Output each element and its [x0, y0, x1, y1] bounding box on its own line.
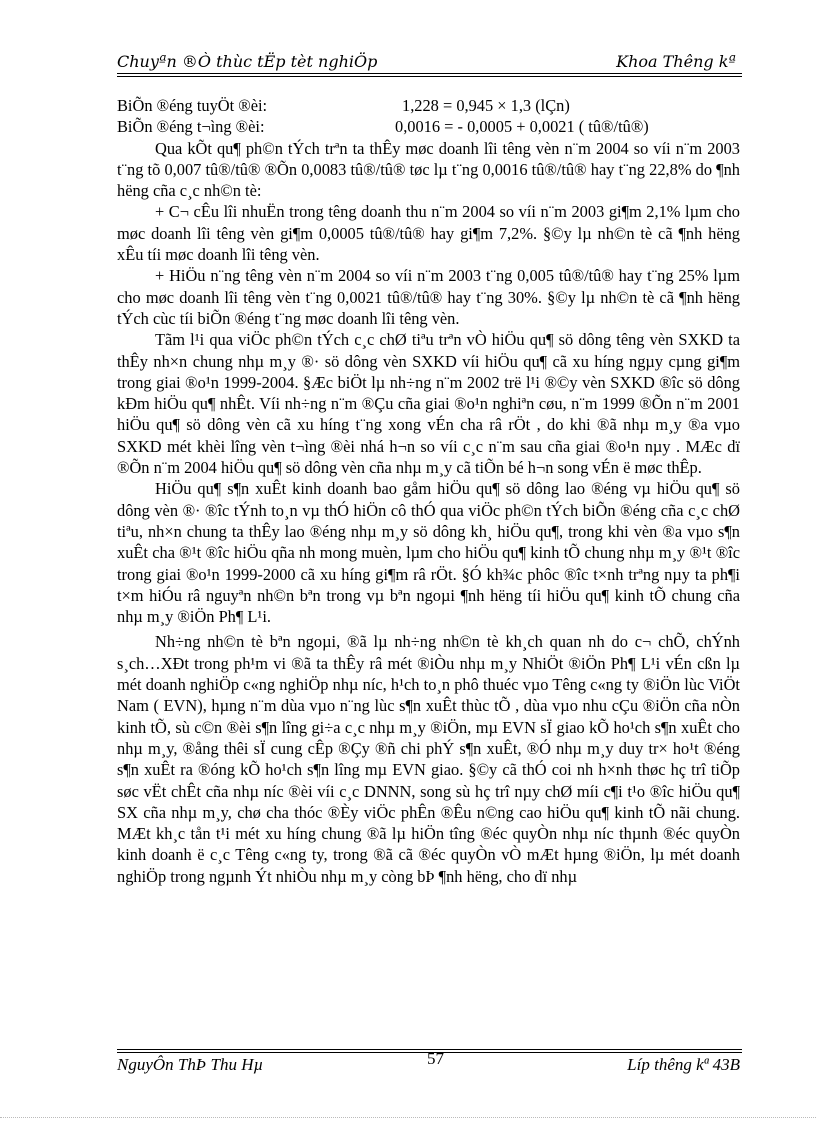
header-department: Khoa Thêng kª: [616, 52, 736, 71]
page-number: 57: [427, 1049, 444, 1068]
formula-relative: [117, 116, 740, 137]
formula-expression: 0,0016 = - 0,0005 + 0,0021 ( tû®/tû®): [395, 117, 649, 137]
formula-expression: 1,228 = 0,945 × 1,3 (lÇn): [402, 96, 570, 115]
footer-class: Líp thêng kª 43B: [627, 1055, 740, 1074]
paragraph: Nh÷ng nh©n tè bªn ngoµi, ®ã lµ nh÷ng nh©n tè kh¸ch quan nh do c¬ chÕ, chÝnh s¸ch…XÐt trong ph¹m vi ®ã ta thÊy râ mét ®iÒu nhµ m¸y NhiÖt ®iÖn Ph¶ L¹i vÉn cßn lµ mét doanh nghiÖp c«ng nghiÖp nhµ níc, h¹ch to¸n phô thuéc vµo Têng c«ng ty ®iÖn lùc ViÖt Nam ( EVN), hµng n¨m dùa vµo n¨ng lùc s¶n xuÊt thùc tÕ , dùa vµo nhu cÇu ®iÖn cña nÒn kinh tÕ, sù c©n ®èi s¶n lîng gi÷a c¸c nhµ m¸y ®iÖn, mµ EVN sÏ giao kÕ ho¹ch s¶n xuÊt cho nhµ m¸y, ®ång thêi sÏ cung cÊp ®Çy ®ñ chi phÝ s¶n xuÊt, ®Ó nhµ m¸y duy tr× ho¹t ®éng s¶n xuÊt ra ®óng kÕ ho¹ch s¶n lîng mµ EVN giao. §©y cã thÓ coi nh h×nh thøc hç trî tiÕp søc vËt chÊt cña nhµ níc ®èi víi c¸c DNNN, song sù hç trî nµy chØ míi c¶i t¹o ®îc hiÖu qu¶ SX cña nhµ m¸y, chø cha thóc ®Èy viÖc phÊn ®Êu n©ng cao hiÖu qu¶ kinh tÕ nãi chung. MÆt kh¸c tån t¹i mét xu híng chung ®ã lµ hiÖn tîng ®éc quyÒn nhµ níc thµnh ®éc quyÒn kinh doanh ë c¸c Têng c«ng ty, trong ®ã cã ®éc quyÒn vÒ mÆt hµng ®iÖn, lµ mét doanh nghiÖp trong ngµnh Ýt nhiÒu nhµ m¸y còng bÞ ¶nh hëng, cho dï nhµ: [117, 632, 740, 886]
formula-label: BiÕn ®éng tuyÖt ®èi:: [117, 96, 268, 115]
document-body: [117, 95, 740, 887]
page-footer: [117, 1049, 742, 1079]
header-rule-second: [117, 76, 742, 77]
formula-absolute: [117, 95, 740, 116]
footer-author: NguyÔn ThÞ Thu Hµ: [117, 1055, 264, 1074]
paragraph: Qua kÕt qu¶ ph©n tÝch trªn ta thÊy møc doanh lîi têng vèn n¨m 2004 so víi n¨m 2003 t¨ng tõ 0,007 tû®/tû® ®Õn 0,0083 tû®/tû® tøc lµ t¨ng 0,0016 tû®/tû® hay t¨ng 22,8% do ¶nh hëng cña c¸c nh©n tè:: [117, 138, 740, 201]
formula-label: BiÕn ®éng t¬ìng ®èi:: [117, 117, 265, 137]
paragraph: Tãm l¹i qua viÖc ph©n tÝch c¸c chØ tiªu trªn vÒ hiÖu qu¶ sö dông têng vèn SXKD ta thÊy nh×n chung nhµ m¸y ®· sö dông vèn SXKD víi hiÖu qu¶ cã xu híng ngµy cµng gi¶m trong giai ®o¹n 1999-2004. §Æc biÖt lµ nh÷ng n¨m 2002 trë l¹i ®©y vèn SXKD ®îc sö dông kÐm hiÖu qu¶ nhÊt. Víi nh÷ng n¨m ®Çu cña giai ®o¹n nghiªn cøu, n¨m 1999 ®Õn n¨m 2001 hiÖu qu¶ sö dông vèn cã xu híng t¨ng xong vÉn cha râ rÖt , do khi ®ã nhµ m¸y ®a vµo SXKD mét khèi lîng vèn t¬ìng ®èi nhá h¬n so víi c¸c n¨m sau cña giai ®o¹n nµy . MÆc dï ®Õn n¨m 2004 hiÖu qu¶ sö dông vèn cña nhµ m¸y cã tiÕn bé h¬n song vÉn ë møc thÊp.: [117, 330, 740, 478]
paragraph: + HiÖu n¨ng têng vèn n¨m 2004 so víi n¨m 2003 t¨ng 0,005 tû®/tû® hay t¨ng 25% lµm cho møc doanh lîi têng vèn t¨ng 0,0021 tû®/tû® hay t¨ng 30%. §©y lµ nh©n tè cã ¶nh hëng tÝch cùc tíi biÕn ®éng t¨ng møc doanh lîi têng vèn.: [117, 266, 740, 328]
page-header: [117, 50, 742, 72]
paragraph: + C¬ cÊu lîi nhuËn trong têng doanh thu n¨m 2004 so víi n¨m 2003 gi¶m 2,1% lµm cho møc doanh lîi têng vèn gi¶m 0,0005 tû®/tû® hay gi¶m 7,2%. §©y lµ nh©n tè cã ¶nh hëng xÊu tíi møc doanh lîi têng vèn.: [117, 202, 740, 265]
page-bottom-border: [0, 1117, 816, 1118]
header-rule: [117, 73, 742, 74]
header-title: Chuyªn ®Ò thùc tËp tèt nghiÖp: [117, 52, 378, 71]
paragraph: HiÖu qu¶ s¶n xuÊt kinh doanh bao gåm hiÖu qu¶ sö dông lao ®éng vµ hiÖu qu¶ sö dông vèn ®· ®îc tÝnh to¸n vµ thÓ hiÖn cô thÓ qua viÖc ph©n tÝch biÕn ®éng cña c¸c chØ tiªu, nh×n chung ta thÊy lao ®éng nhµ m¸y sö dông kh¸ hiÖu qu¶, trong khi vèn ®a vµo s¶n xuÊt cha ®¹t ®îc hiÖu qña nh mong muèn, lµm cho hiÖu qu¶ kinh tÕ chung nhµ m¸y ®¹t ®îc trong giai ®o¹n 1999-2000 cã xu híng gi¶m râ rÖt. §Ó kh¾c phôc ®îc t×nh trªng nµy ta ph¶i t×m hiÓu râ nguyªn nh©n bªn trong vµ bªn ngoµi ¶nh hëng tíi hiÖu qu¶ kinh tÕ chung cña nhµ m¸y ®iÖn Ph¶ L¹i.: [117, 479, 740, 627]
